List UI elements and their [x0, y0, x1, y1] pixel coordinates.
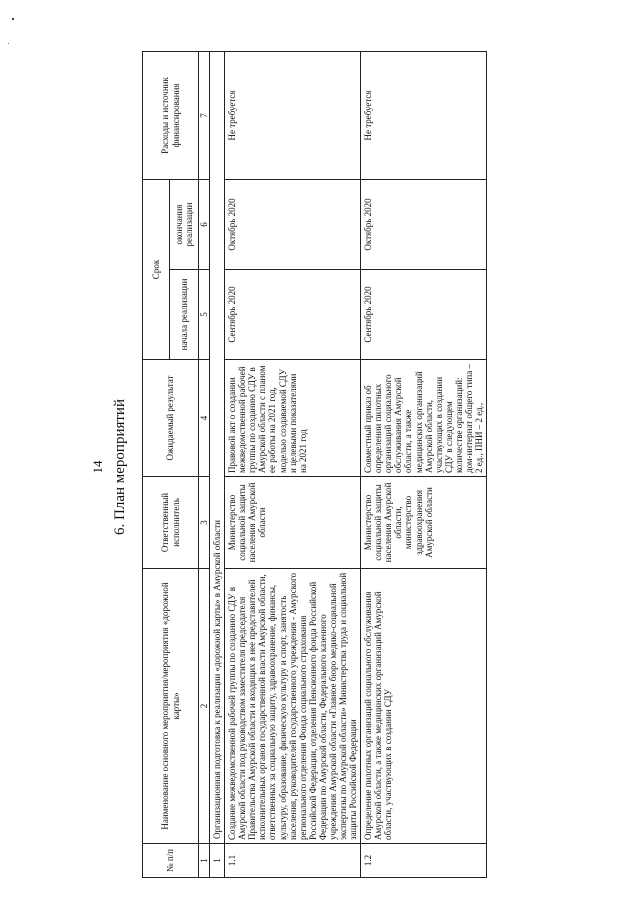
row-result: Правовой акт о создании межведомственной рабочей группы по созданию СДУ в Амурской области с планом ее работы на 2021 год, моделью создаваемой СДУ и целевыми показателями на 2021 год: [225, 360, 361, 477]
row-end: Октябрь 2020: [225, 179, 361, 269]
section-title: Организационная подготовка к реализации «дорожной карты» в Амурской области: [210, 51, 225, 843]
header-name: Наименование основного мероприятия/мероприятия «дорожной карты»: [143, 569, 199, 844]
header-funding: Расходы и источник финансирования: [143, 51, 199, 179]
header-end: окончания реализации: [170, 179, 199, 269]
column-number-row: [199, 51, 210, 877]
header-term: Срок: [143, 179, 170, 359]
header-num: № п/п: [143, 844, 199, 878]
page-number: 14: [90, 460, 105, 474]
plan-table: [142, 51, 487, 878]
column-number: 3: [199, 477, 210, 569]
header-executor: Ответственный исполнитель: [143, 477, 199, 569]
header-result: Ожидаемый результат: [143, 360, 199, 477]
column-number: 7: [199, 51, 210, 179]
scan-speck: [12, 18, 14, 20]
section-number: 1: [210, 844, 225, 878]
row-executor: Министерство социальной защиты населения Амурской области: [225, 477, 361, 569]
row-end: Октябрь 2020: [361, 179, 487, 269]
column-number: 5: [199, 270, 210, 360]
row-executor: Министерство социальной защиты населения Амурской области, министерство здравоохранения Амурской области: [361, 477, 487, 569]
row-start: Сентябрь 2020: [361, 270, 487, 360]
row-funding: Не требуется: [225, 51, 361, 179]
column-number: 6: [199, 179, 210, 269]
row-result: Совместный приказ об определении пилотных организаций социального обслуживания Амурской области, а также медицинских организаций Амурской области, участвующих в создании СДУ в следующем количестве организаций: дом-интернат общего типа – 2 ед., ПНИ – 2 ед.,: [361, 360, 487, 477]
scan-speck: [8, 43, 9, 44]
rotated-landscape-content: [90, 46, 530, 888]
row-name: Определение пилотных организаций социального обслуживания Амурской области, а также медицинских организаций Амурской области, участвующих в создании СДУ: [361, 569, 487, 844]
column-number: 4: [199, 360, 210, 477]
section-row: [210, 51, 225, 877]
table-row: [225, 51, 361, 877]
table-row: [361, 51, 487, 877]
row-number: 1.1: [225, 844, 361, 878]
header-start: начала реализации: [170, 270, 199, 360]
column-number: 1: [199, 844, 210, 878]
row-name: Создание межведомственной рабочей группы по созданию СДУ в Амурской области под руководством заместителя председателя Правительства Амурской области и входящих в нее представителей исполнительных органов государственной власти Амурской области, ответственных за социальную защиту, здравоохранение, финансы, культуру, образование, физическую культуру и спорт, занятость населения, руководителей государственного учреждения - Амурского регионального отделения Фонда социального страхования Российской Федерации, отделения Пенсионного фонда Российской Федерации по Амурской области, Федерального казенного учреждения Амурской области «Главное бюро медико-социальной экспертизы по Амурской области» Министерства труда и социальной защиты Российской Федерации: [225, 569, 361, 844]
page-title: 6. План мероприятий: [112, 399, 128, 535]
row-funding: Не требуется: [361, 51, 487, 179]
table-header-row: [143, 51, 170, 877]
column-number: 2: [199, 569, 210, 844]
row-start: Сентябрь 2020: [225, 270, 361, 360]
row-number: 1.2: [361, 844, 487, 878]
